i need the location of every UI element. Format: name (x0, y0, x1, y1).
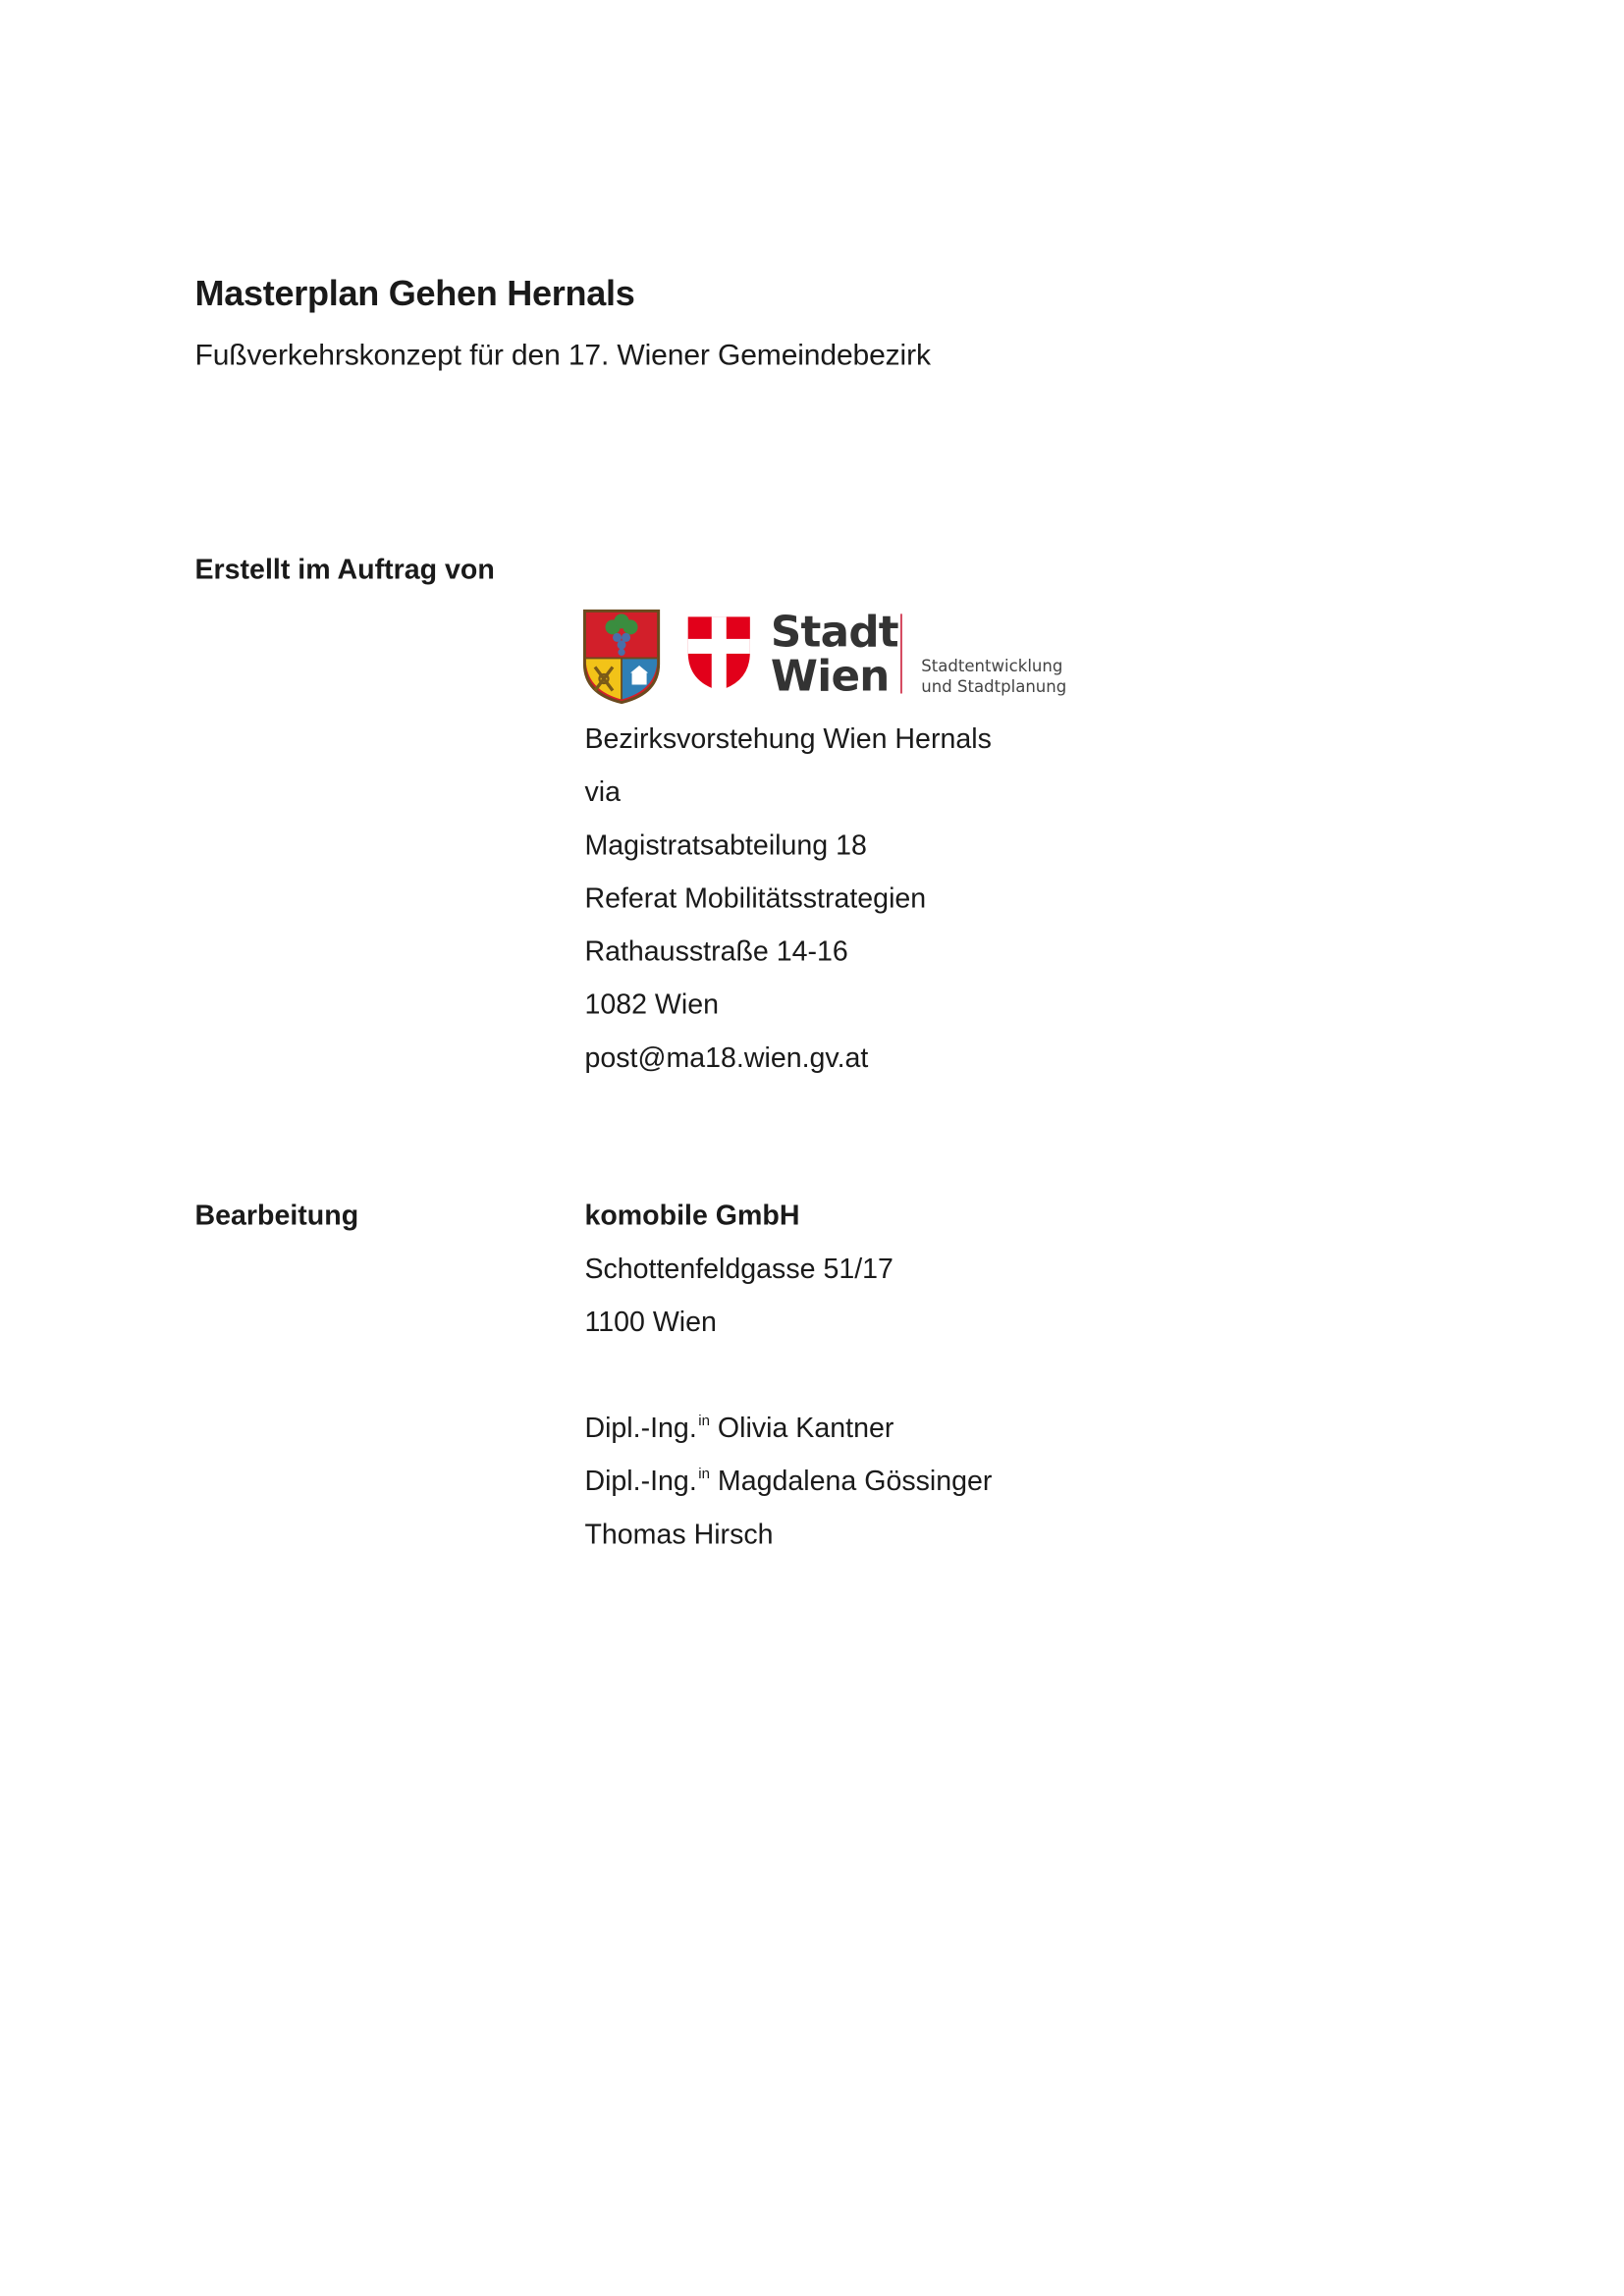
client-street: Rathausstraße 14-16 (584, 936, 848, 969)
person-name: Olivia Kantner (717, 1414, 894, 1445)
client-department: Magistratsabteilung 18 (584, 830, 867, 862)
person-name: Magdalena Gössinger (717, 1467, 993, 1498)
team-member (584, 1414, 893, 1446)
team-member (584, 1520, 773, 1552)
client-logos (581, 602, 1112, 708)
title-suffix: in (698, 1467, 710, 1483)
person-name: Thomas Hirsch (584, 1520, 774, 1551)
client-unit: Referat Mobilitätsstrategien (584, 883, 927, 915)
academic-title: Dipl.-Ing. (584, 1414, 697, 1445)
contractor-street: Schottenfeldgasse 51/17 (584, 1254, 893, 1286)
team-member (584, 1467, 992, 1499)
wien-shield-icon (685, 614, 753, 693)
document-title: Masterplan Gehen Hernals (194, 274, 635, 315)
department-name-line-2: und Stadtplanung (921, 676, 1067, 697)
commissioned-by-label: Erstellt im Auftrag von (194, 555, 495, 586)
department-name-line-1: Stadtentwicklung (921, 656, 1063, 676)
contractor-name: komobile GmbH (584, 1201, 800, 1233)
client-office: Bezirksvorstehung Wien Hernals (584, 724, 992, 756)
logo-divider (900, 614, 902, 693)
client-email: post@ma18.wien.gv.at (584, 1042, 869, 1075)
title-suffix: in (698, 1414, 710, 1430)
hernals-coat-of-arms-icon (581, 608, 661, 705)
editing-label: Bearbeitung (194, 1201, 359, 1233)
academic-title: Dipl.-Ing. (584, 1467, 697, 1498)
client-city: 1082 Wien (584, 989, 720, 1022)
document-subtitle: Fußverkehrskonzept für den 17. Wiener Gemeindebezirk (194, 339, 931, 372)
contractor-city: 1100 Wien (584, 1307, 717, 1339)
stadt-wien-word-stadt: Stadt (770, 606, 898, 657)
stadt-wien-word-wien: Wien (770, 650, 890, 702)
client-via: via (584, 777, 621, 809)
